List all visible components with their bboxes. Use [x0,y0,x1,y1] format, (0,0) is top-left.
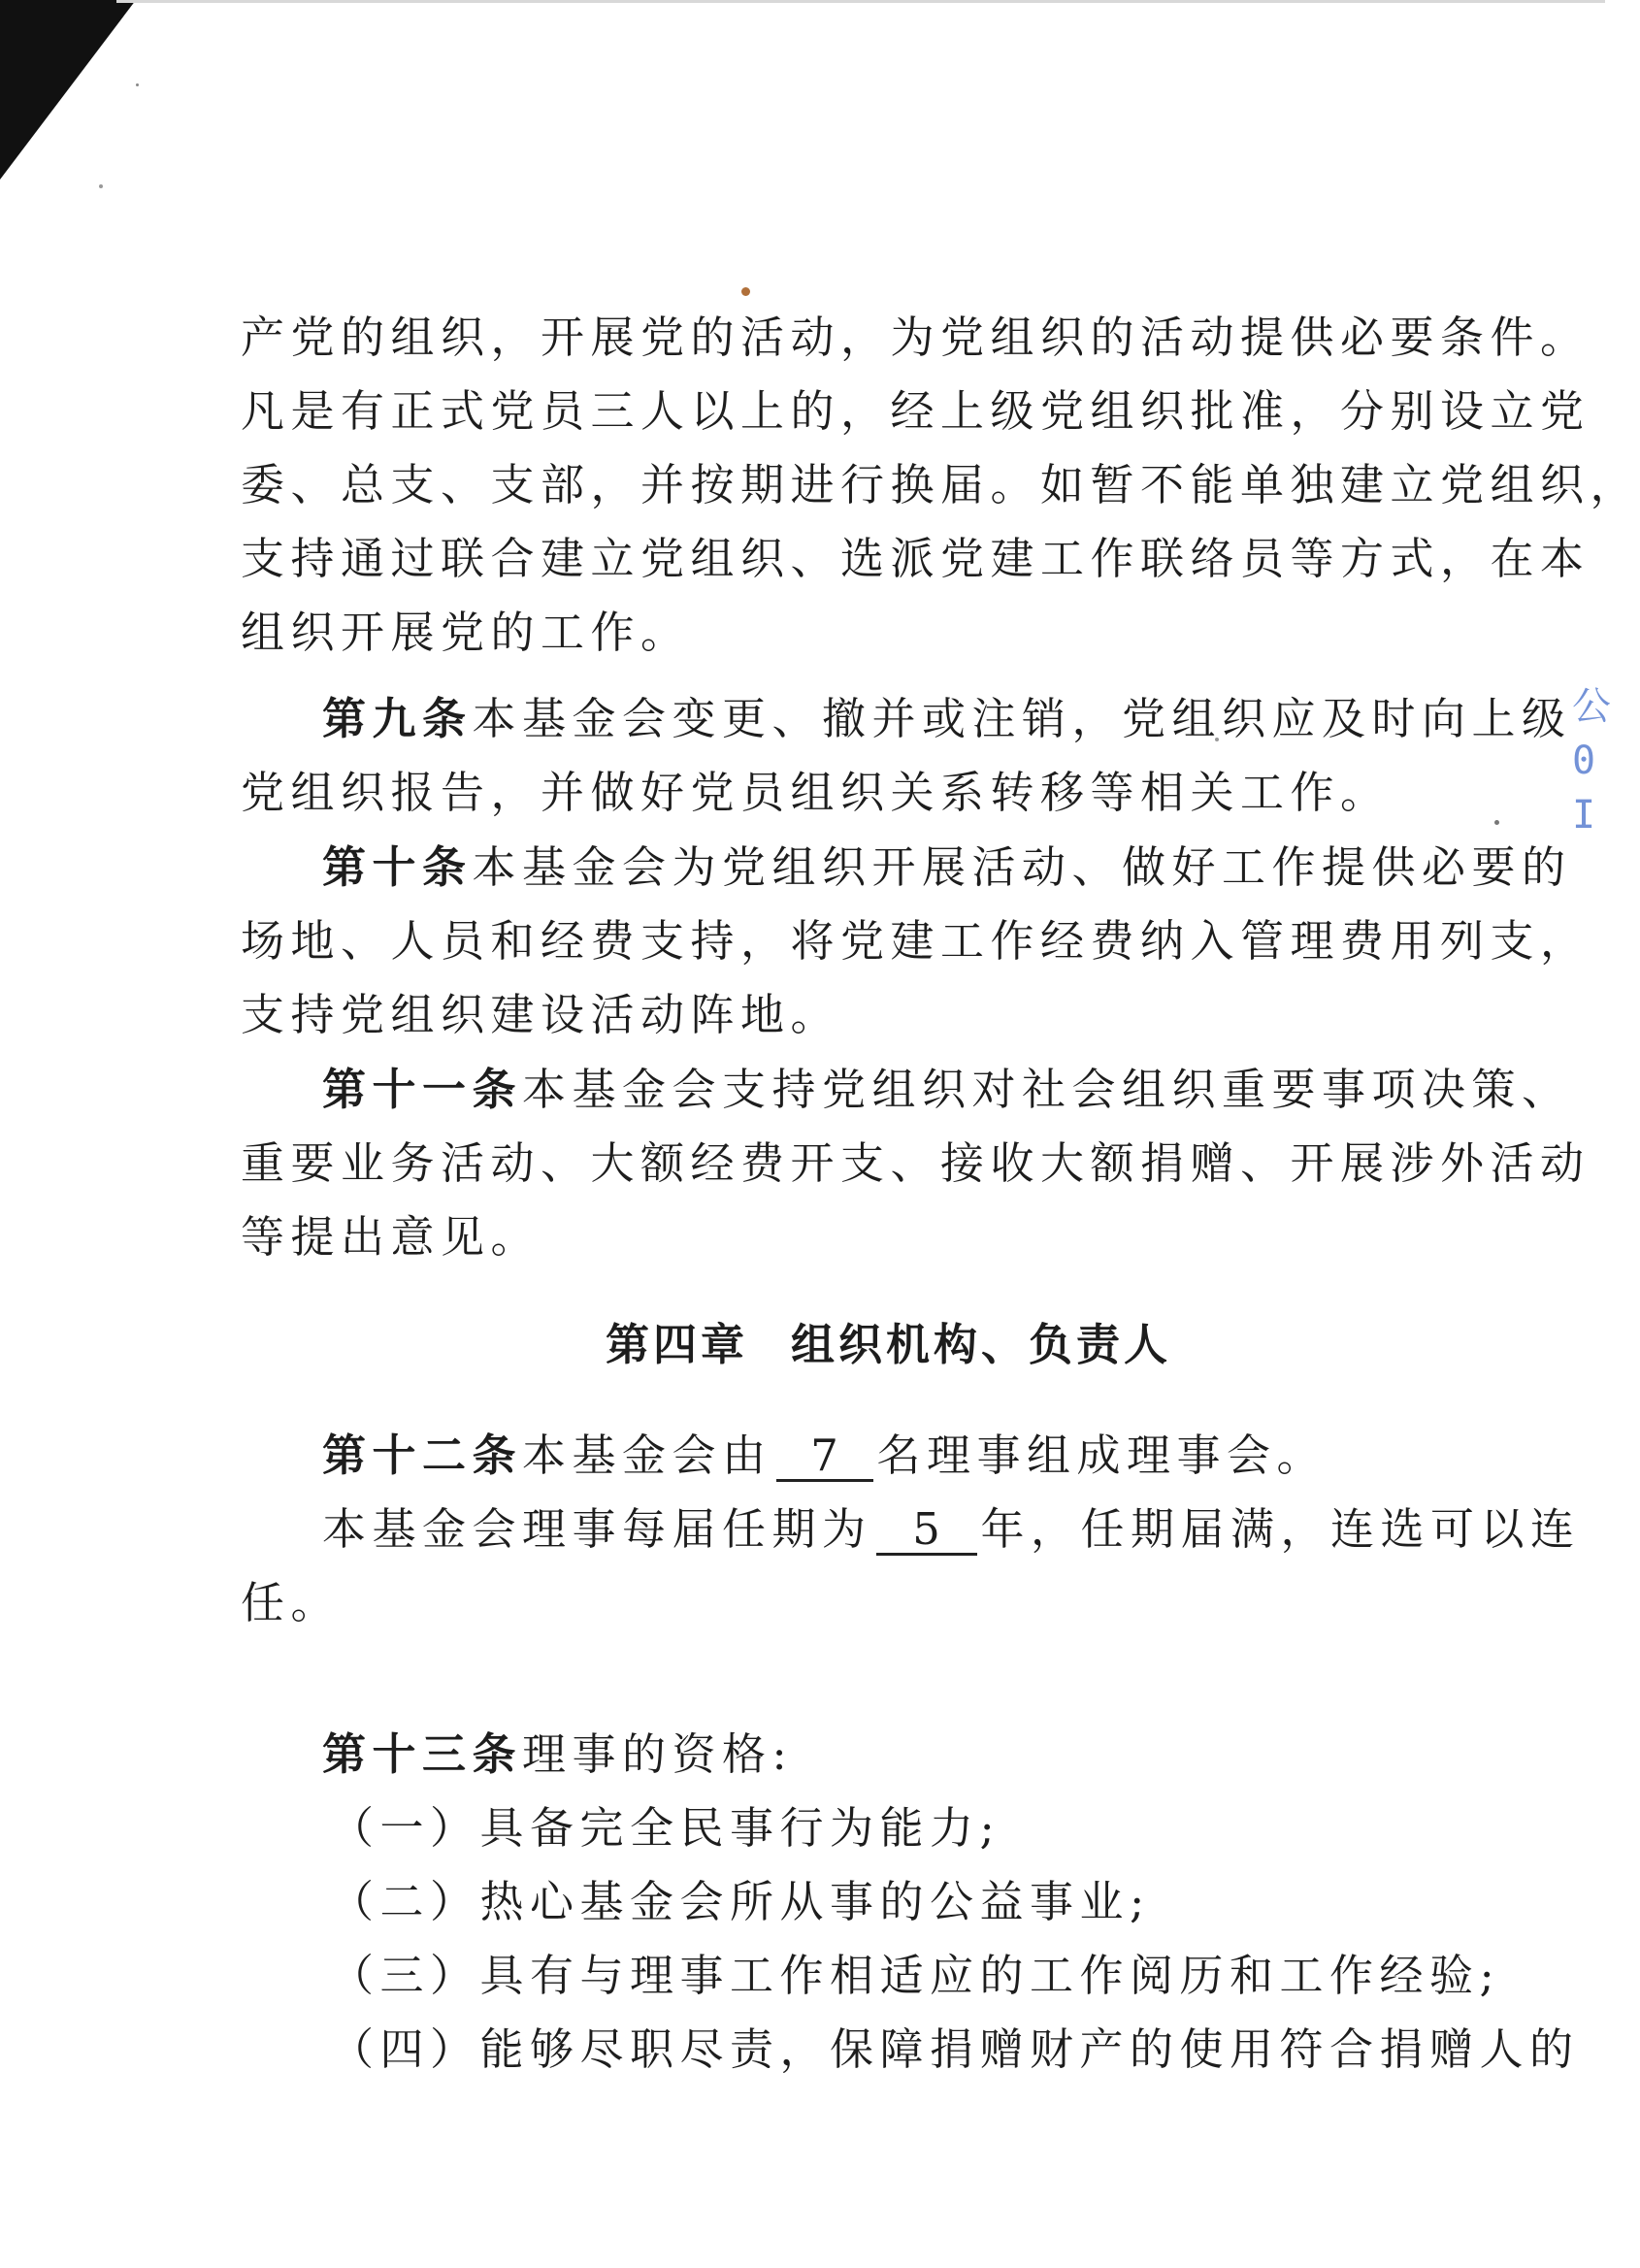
term-years-blank: 5 [876,1506,977,1556]
article-13-label: 第十三条 [322,1728,523,1780]
term-post: 年，任期届满，连选可以连 [980,1503,1581,1555]
para1-line-2: 凡是有正式党员三人以上的，经上级党组织批准，分别设立党 [241,385,1591,437]
article-10-text: 本基金会为党组织开展活动、做好工作提供必要的 [472,841,1572,893]
term-pre: 本基金会理事每届任期为 [322,1503,872,1555]
article-11-label: 第十一条 [322,1064,523,1115]
scan-corner-shadow [0,0,136,180]
article-11-text: 本基金会支持党组织对社会组织重要事项决策、 [522,1064,1572,1115]
article-12-label: 第十二条 [322,1430,523,1481]
article-13-item-2: （二）热心基金会所从事的公益事业; [330,1876,1151,1927]
article-13-item-1: （一）具备完全民事行为能力; [330,1802,1001,1854]
scan-speck [1494,820,1499,825]
article-11-line-3: 等提出意见。 [241,1211,541,1263]
director-count-blank: 7 [776,1432,873,1482]
article-10-line-3: 支持党组织建设活动阵地。 [241,989,841,1040]
para1-line-5: 组织开展党的工作。 [241,607,691,658]
chapter-title: 组织机构、负责人 [791,1319,1172,1370]
article-13-item-3: （三）具有与理事工作相适应的工作阅历和工作经验; [330,1950,1501,2001]
article-12-pre: 本基金会由 [522,1430,772,1481]
article-12-post: 名理事组成理事会。 [876,1430,1328,1481]
article-9-label: 第九条 [322,693,473,744]
article-12-line-2 [322,1500,1581,1559]
article-10-line-2: 场地、人员和经费支持，将党建工作经费纳入管理费用列支， [241,915,1591,967]
scan-speck [99,184,103,188]
stamp-edge-fragment: 公 0 I [1572,684,1611,838]
article-11-line-2: 重要业务活动、大额经费开支、接收大额捐赠、开展涉外活动 [241,1137,1591,1189]
article-9-line-1 [322,690,1572,748]
para1-line-1: 产党的组织，开展党的活动，为党组织的活动提供必要条件。 [241,312,1591,363]
article-10-line-1 [322,838,1572,897]
scan-top-edge [116,0,1605,3]
article-12-line-1 [322,1427,1487,1485]
chapter-heading [606,1316,1171,1374]
para1-line-4: 支持通过联合建立党组织、选派党建工作联络员等方式，在本 [241,533,1591,584]
article-9-line-2: 党组织报告，并做好党员组织关系转移等相关工作。 [241,767,1391,818]
chapter-number: 第四章 [606,1319,749,1370]
article-9-text: 本基金会变更、撤并或注销，党组织应及时向上级 [472,693,1572,744]
article-10-label: 第十条 [322,841,473,893]
article-13-text: 理事的资格: [522,1728,794,1780]
article-13-line-1 [322,1726,1487,1784]
article-11-line-1 [322,1061,1572,1119]
scan-speck [136,83,139,86]
article-13-item-4: （四）能够尽职尽责，保障捐赠财产的使用符合捐赠人的 [330,2023,1580,2075]
para1-line-3: 委、总支、支部，并按期进行换届。如暂不能单独建立党组织， [241,459,1640,510]
article-12-line-3: 任。 [241,1577,342,1628]
scan-speck [741,287,750,296]
